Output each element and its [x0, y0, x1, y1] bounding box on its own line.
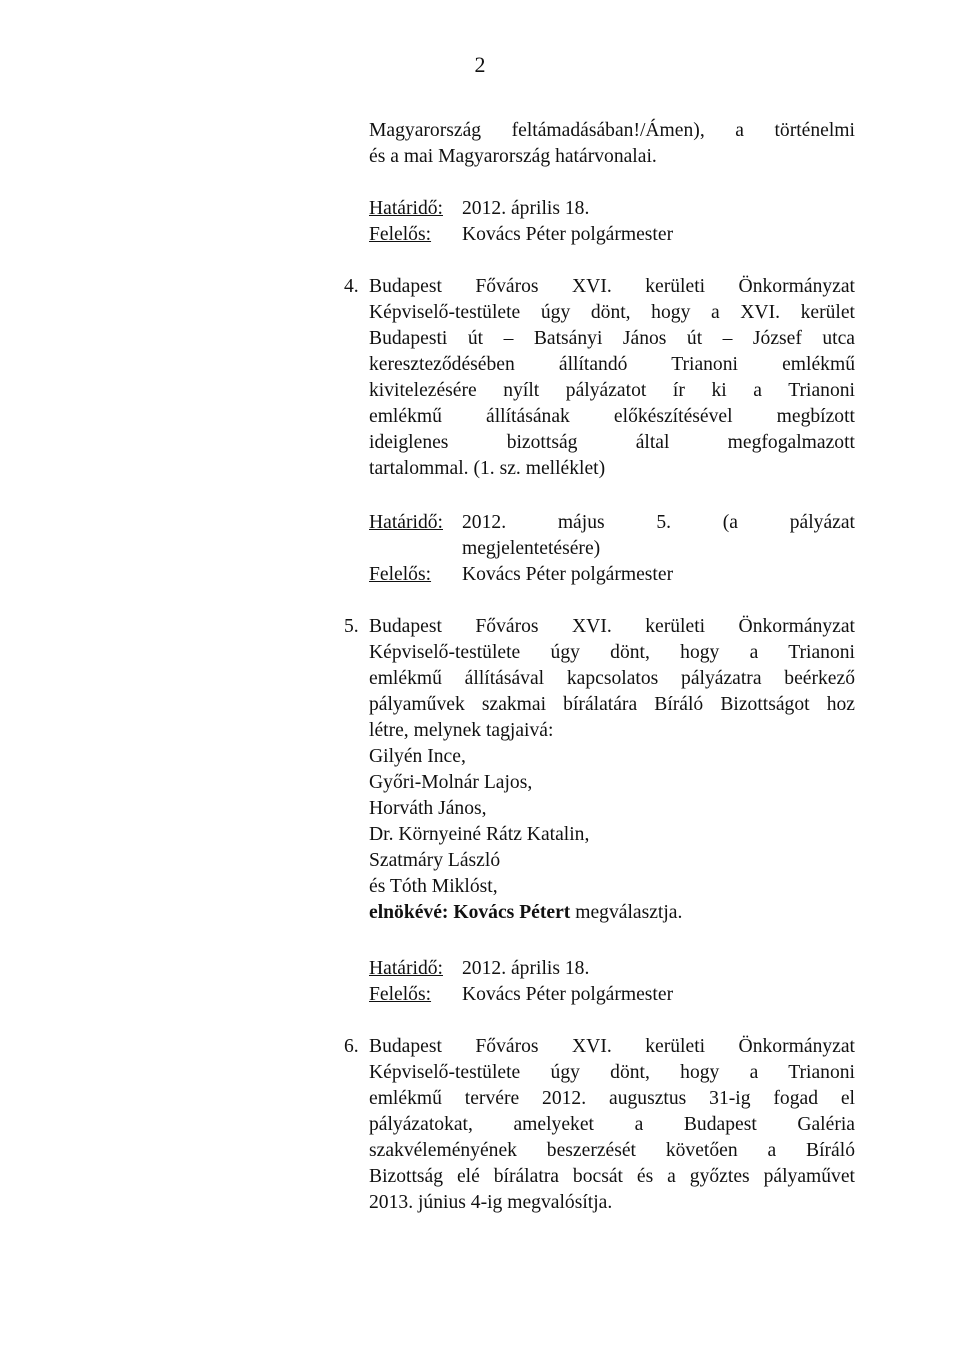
text-line: ideiglenes bizottság által megfogalmazott — [369, 432, 855, 453]
text-line: Képviselő-testülete úgy dönt, hogy a Trianoni — [369, 1062, 855, 1083]
deadline-block-5 — [369, 956, 855, 1008]
text-line: létre, melynek tagjaivá: — [369, 720, 554, 741]
text-line: tartalommal. (1. sz. melléklet) — [369, 458, 606, 479]
text-line: emlékmű tervére 2012. augusztus 31-ig fogad el — [369, 1088, 855, 1109]
text-line: Budapest Főváros XVI. kerületi Önkormányzat — [369, 616, 855, 637]
responsible-label: Felelős: — [369, 564, 432, 585]
deadline-block-4 — [369, 510, 855, 588]
text-line: emlékmű állításának előkészítésével megbízott — [369, 406, 855, 427]
deadline-value: 2012. április 18. — [462, 198, 590, 219]
text-line: Budapest Főváros XVI. kerületi Önkormányzat — [369, 276, 855, 297]
responsible-label: Felelős: — [369, 224, 432, 245]
text-line: Budapesti út – Batsányi János út – József utca — [369, 328, 855, 349]
item-number: 6. — [344, 1036, 359, 1057]
responsible-value: Kovács Péter polgármester — [462, 224, 674, 245]
deadline-label: Határidő: — [369, 958, 443, 979]
member-name: és Tóth Miklóst, — [369, 876, 498, 897]
member-name: Dr. Környeiné Rátz Katalin, — [369, 824, 590, 845]
text-line: szakvéleményének beszerzését követően a Bíráló — [369, 1140, 855, 1161]
text-line: pályázatokat, amelyeket a Budapest Galéria — [369, 1114, 855, 1135]
chair-rest: megválasztja. — [570, 902, 683, 923]
deadline-value: 2012. április 18. — [462, 958, 590, 979]
item-number: 5. — [344, 616, 359, 637]
text-line: és a mai Magyarország határvonalai. — [369, 146, 657, 167]
member-name: Győri-Molnár Lajos, — [369, 772, 533, 793]
responsible-value: Kovács Péter polgármester — [462, 984, 674, 1005]
text-line: Képviselő-testülete úgy dönt, hogy a Trianoni — [369, 642, 855, 663]
item-4 — [344, 274, 855, 482]
text-line: kereszteződésében állítandó Trianoni emlékmű — [369, 354, 855, 375]
responsible-value: Kovács Péter polgármester — [462, 564, 674, 585]
member-name: Szatmáry László — [369, 850, 501, 871]
item-6 — [344, 1034, 855, 1216]
deadline-block-3 — [369, 196, 855, 248]
page-number: 2 — [474, 52, 486, 77]
deadline-label: Határidő: — [369, 512, 443, 533]
text-line: Bizottság elé bírálatra bocsát és a győztes pályaművet — [369, 1166, 855, 1187]
text-line: kivitelezésére nyílt pályázatot ír ki a Trianoni — [369, 380, 855, 401]
member-name: Horváth János, — [369, 798, 487, 819]
responsible-label: Felelős: — [369, 984, 432, 1005]
deadline-value: 2012. május 5. (a pályázat — [462, 512, 855, 533]
text-line: Képviselő-testülete úgy dönt, hogy a XVI. kerület — [369, 302, 855, 323]
item-5 — [344, 614, 855, 926]
text-line: Budapest Főváros XVI. kerületi Önkormányzat — [369, 1036, 855, 1057]
text-line: Magyarország feltámadásában!/Ámen), a történelmi — [369, 120, 855, 141]
chair-designation: elnökévé: Kovács Pétert — [369, 902, 571, 923]
item-3-continuation — [369, 118, 855, 170]
deadline-label: Határidő: — [369, 198, 443, 219]
item-number: 4. — [344, 276, 359, 297]
deadline-value-continued: megjelentetésére) — [462, 538, 601, 559]
text-line: 2013. június 4-ig megvalósítja. — [369, 1192, 613, 1213]
text-line: emlékmű állításával kapcsolatos pályázatra beérkező — [369, 668, 855, 689]
text-line: pályaművek szakmai bírálatára Bíráló Bizottságot hoz — [369, 694, 855, 715]
member-name: Gilyén Ince, — [369, 746, 466, 767]
